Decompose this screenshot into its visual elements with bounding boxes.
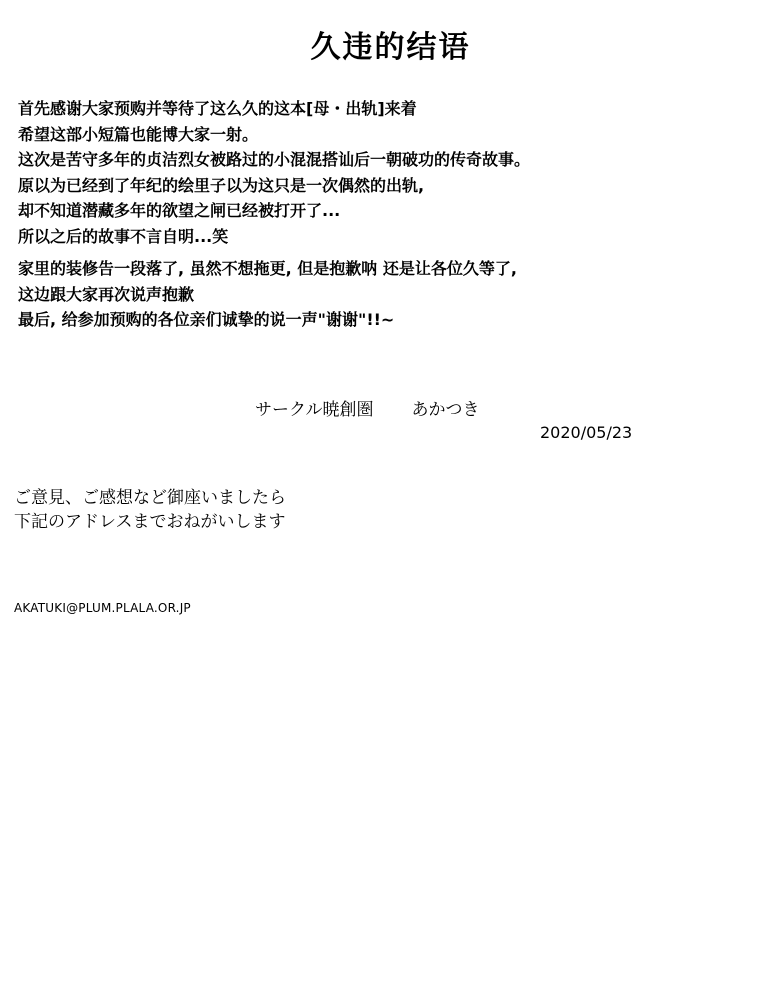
contact-email: AKATUKI@PLUM.PLALA.OR.JP [14,601,191,615]
afterword-line: 首先感谢大家预购并等待了这么久的这本[母・出轨]来着 [18,99,417,118]
afterword-line: 所以之后的故事不言自明...笑 [18,226,229,246]
contact-line: 下記のアドレスまでおねがいします [14,512,286,532]
contact-note [14,486,286,534]
afterword-body [18,96,768,333]
author-name: あかつき [411,400,480,420]
afterword-line: 却不知道潜藏多年的欲望之闸已经被打开了... [18,201,341,220]
afterword-line: 这边跟大家再次说声抱歉 [18,284,195,304]
afterword-paragraph-thanks [18,96,768,249]
afterword-line: 希望这部小短篇也能博大家一射。 [18,124,259,144]
afterword-line: 这次是苦守多年的贞洁烈女被路过的小混混搭讪后一朝破功的传奇故事。 [18,150,531,169]
afterword-line: 家里的装修告一段落了, 虽然不想拖更, 但是抱歉呐 还是让各位久等了, [18,259,517,278]
afterword-line: 最后, 给参加预购的各位亲们诚挚的说一声"谢谢"!!~ [18,310,395,329]
signature [255,398,480,422]
contact-line: ご意見、ご感想など御座いましたら [14,488,286,508]
page-title: 久违的结语 [310,30,471,66]
afterword-line: 原以为已经到了年纪的绘里子以为这只是一次偶然的出轨, [18,175,425,195]
circle-name: サークル暁創圏 [255,400,374,420]
signature-date: 2020/05/23 [540,423,633,442]
afterword-paragraph-apology [18,256,768,333]
